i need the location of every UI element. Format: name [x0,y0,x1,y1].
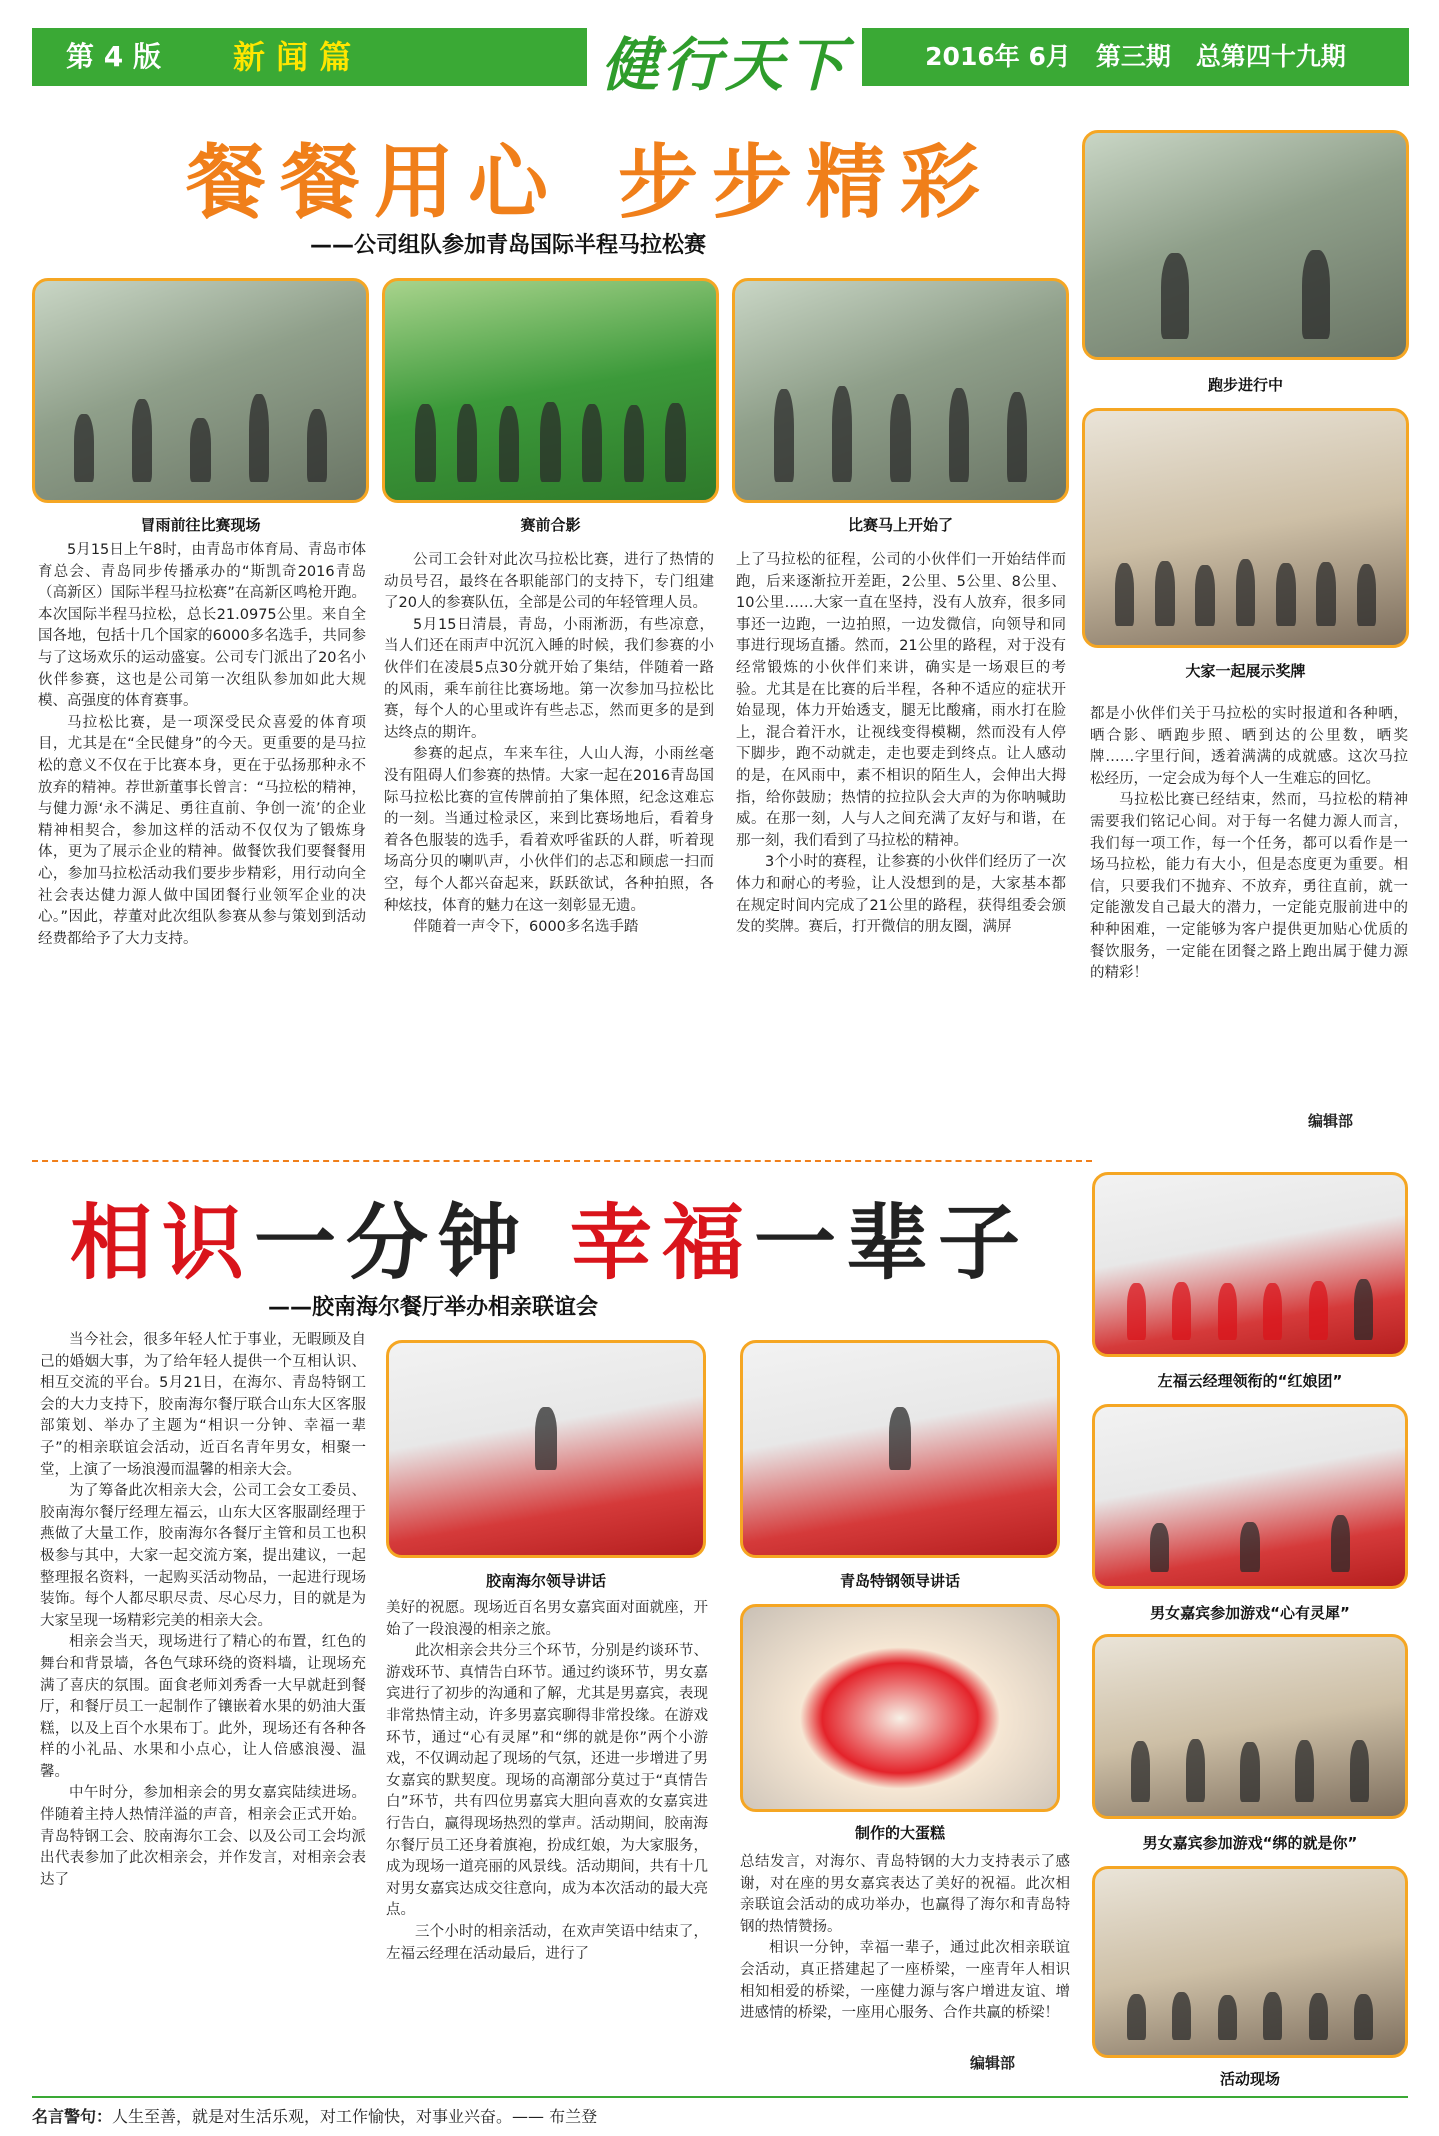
photo-group-before [382,278,719,503]
edition-label: 第 4 版 [66,40,161,73]
article1-column-2 [384,550,714,939]
paragraph: 此次相亲会共分三个环节，分别是约谈环节、游戏环节、真情告白环节。通过约谈环节，男女嘉宾进行了初步的沟通和了解，尤其是男嘉宾，表现非常热情主动，许多男嘉宾聊得非常投缘。在游戏环节，通过“心有灵犀”和“绑的就是你”两个小游戏，不仅调动起了现场的气氛，还进一步增进了男女嘉宾的默契度。现场的高潮部分莫过于“真情告白”环节，共有四位男嘉宾大胆向喜欢的女嘉宾进行告白，赢得现场热烈的掌声。活动期间，胶南海尔餐厅员工还身着旗袍，扮成红娘，为大家服务，成为现场一道亮丽的风景线。活动期间，共有十几对男女嘉宾达成交往意向，成为本次活动的最大亮点。 [386,1643,708,1919]
caption-matchmakers: 左福云经理领衔的“红娘团” [1157,1372,1343,1390]
article1-title [186,118,994,233]
photo-game-2 [1092,1634,1408,1819]
article2-column-3 [740,1852,1070,2025]
paragraph: 相亲会当天，现场进行了精心的布置，红色的舞台和背景墙，各色气球环绕的资料墙，让现场充满了喜庆的氛围。面食老师刘秀香一大早就赶到餐厅，和餐厅员工一起制作了镶嵌着水果的奶油大蛋糕，以及上百个水果布丁。此外，现场还有各种各样的小礼品、水果和小点心，让人倍感浪漫、温馨。 [40,1634,366,1780]
article2-subtitle: ——胶南海尔餐厅举办相亲联谊会 [268,1295,599,1320]
photo-matchmakers [1092,1172,1408,1357]
issue-label: 2016年 6月 第三期 总第四十九期 [925,42,1346,71]
photo-steel-leader [740,1340,1060,1558]
paragraph: 5月15日清晨，青岛，小雨淅沥，有些凉意，当人们还在雨声中沉沉入睡的时候，我们参赛的小伙伴们在凌晨5点30分就开始了集结，伴随着一路的风雨，乘车前往比赛场地。第一次参加马拉松比赛，每个人的心里或许有些忐忑，然而更多的是到达终点的期许。 [384,616,714,741]
article1-subtitle: ——公司组队参加青岛国际半程马拉松赛 [310,233,707,258]
section-label: 新 闻 篇 [232,38,352,76]
article1-column-3 [736,550,1066,939]
article2-title [70,1178,1030,1295]
caption-medals: 大家一起展示奖牌 [1185,662,1306,680]
caption-rain-walk: 冒雨前往比赛现场 [140,516,261,534]
paragraph: 3个小时的赛程，让参赛的小伙伴们经历了一次体力和耐心的考验，让人没想到的是，大家基本都在规定时间内完成了21公里的路程，获得组委会颁发的奖牌。赛后，打开微信的朋友圈，满屏 [736,854,1066,936]
article2-title-part-d: 一辈子 [754,1195,1031,1291]
paragraph: 中午时分，参加相亲会的男女嘉宾陆续进场。伴随着主持人热情洋溢的声音，相亲会正式开始。青岛特钢工会、胶南海尔工会、以及公司工会均派出代表参加了此次相亲会，并作发言，对相亲会表达了 [40,1785,366,1888]
footer-label: 名言警句： [32,2107,113,2126]
article2-title-part-a: 相识 [70,1195,255,1291]
photo-haier-leader [386,1340,706,1558]
article1-signature: 编辑部 [1308,1112,1354,1130]
caption-event-scene: 活动现场 [1219,2070,1280,2088]
paragraph: 相识一分钟，幸福一辈子，通过此次相亲联谊会活动，真正搭建起了一座桥梁，一座青年人相识相知相爱的桥梁，一座健力源与客户增进友谊、增进感情的桥梁，一座用心服务、合作共赢的桥梁！ [740,1940,1070,2022]
header-left-bar [32,28,587,86]
article2-title-part-b: 一分钟 [254,1195,531,1291]
header-right-bar [862,28,1409,86]
caption-steel-leader: 青岛特钢领导讲话 [839,1572,960,1590]
paragraph: 为了筹备此次相亲大会，公司工会女工委员、胶南海尔餐厅经理左福云，山东大区客服副经理于燕做了大量工作，胶南海尔各餐厅主管和员工也积极参与其中，大家一起交流方案，提出建议，一起整理报名资料，一起购买活动物品，一起进行现场装饰。每个人都尽职尽责、尽心尽力，目的就是为大家呈现一场精彩完美的相亲大会。 [40,1483,366,1629]
paragraph: 都是小伙伴们关于马拉松的实时报道和各种晒，晒合影、晒跑步照、晒到达的公里数，晒奖牌……字里行间，透着满满的成就感。这次马拉松经历，一定会成为每个人一生难忘的回忆。 [1090,706,1408,787]
article1-column-1 [38,540,366,950]
paragraph: 公司工会针对此次马拉松比赛，进行了热情的动员号召，最终在各职能部门的支持下，专门组建了20人的参赛队伍，全部是公司的年轻管理人员。 [384,552,714,612]
paragraph: 参赛的起点，车来车往，人山人海，小雨丝毫没有阻碍人们参赛的热情。大家一起在2016青岛国际马拉松比赛的宣传牌前拍了集体照，纪念这难忘的一刻。当通过检录区，来到比赛场地后，看着身着各色服装的选手，看着欢呼雀跃的人群，听着现场高分贝的喇叭声，小伙伴们的忐忑和顾虑一扫而空，每个人都兴奋起来，跃跃欲试，各种拍照，各种炫技，体育的魅力在这一刻彰显无遗。 [384,746,714,914]
paragraph: 5月15日上午8时，由青岛市体育局、青岛市体育总会、青岛同步传播承办的“斯凯奇2016青岛（高新区）国际半程马拉松赛”在高新区鸣枪开跑。本次国际半程马拉松，总长21.0975公里。来自全国各地，包括十几个国家的6000多名选手，共同参与了这场欢乐的运动盛宴。公司专门派出了20名小伙伴参赛，这也是公司第一次组队参加如此大规模、高强度的体育赛事。 [38,542,366,710]
article1-title-part-b: 步步精彩 [618,135,994,229]
caption-game-2: 男女嘉宾参加游戏“绑的就是你” [1142,1834,1358,1852]
paragraph: 三个小时的相亲活动，在欢声笑语中结束了，左福云经理在活动最后，进行了 [386,1923,708,1962]
photo-rain-walk [32,278,369,503]
paragraph: 上了马拉松的征程，公司的小伙伴们一开始结伴而跑，后来逐渐拉开差距，2公里、5公里、8公里、10公里……大家一直在坚持，没有人放弃，很多同事还一边跑，一边拍照，一边发微信，向领导和同事进行现场直播。然而，21公里的路程，对于没有经常锻炼的小伙伴们来讲，确实是一场艰巨的考验。尤其是在比赛的后半程，各种不适应的症状开始显现，体力开始透支，腿无比酸痛，雨水打在脸上，混合着汗水，让视线变得模糊，然而没有人停下脚步，跑不动就走，走也要走到终点。让人感动的是，在风雨中，素不相识的陌生人，会伸出大拇指，给你鼓励；热情的拉拉队会大声的为你呐喊助威。在那一刻，人与人之间充满了友好与和谐，在那一刻，我们看到了马拉松的精神。 [736,552,1066,849]
caption-running: 跑步进行中 [1207,376,1283,394]
photo-medals [1082,408,1409,648]
photo-big-cake [740,1604,1060,1812]
caption-haier-leader: 胶南海尔领导讲话 [485,1572,606,1590]
paragraph: 美好的祝愿。现场近百名男女嘉宾面对面就座，开始了一段浪漫的相亲之旅。 [386,1600,708,1638]
section-divider [32,1160,1092,1162]
paragraph: 马拉松比赛已经结束，然而，马拉松的精神需要我们铭记心间。对于每一名健力源人而言，我们每一项工作，每一个任务，都可以看作是一场马拉松，能力有大小，但是态度更为重要。相信，只要我们不抛弃、不放弃，勇往直前，就一定能激发自己最大的潜力，一定能克服前进中的种种困难，一定能够为客户提供更加贴心优质的餐饮服务，一定能在团餐之路上跑出属于健力源的精彩！ [1090,792,1408,982]
photo-event-scene [1092,1866,1408,2058]
caption-race-start: 比赛马上开始了 [847,516,953,534]
masthead: 健行天下 [600,31,849,99]
caption-group-before: 赛前合影 [520,516,581,534]
paragraph: 伴随着一声令下，6000多名选手踏 [413,919,639,936]
caption-game-1: 男女嘉宾参加游戏“心有灵犀” [1150,1604,1350,1622]
footer-quote-line [32,2096,1408,2127]
photo-running [1082,130,1409,360]
article2-column-2 [386,1598,708,1965]
paragraph: 马拉松比赛，是一项深受民众喜爱的体育项目，尤其是在“全民健身”的今天。更重要的是马拉松的意义不仅在于比赛本身，更在于弘扬那种永不放弃的精神。荐世新董事长曾言：“马拉松的精神，与健力源‘永不满足、勇往直前、争创一流’的企业精神相契合，参加这样的活动不仅仅为了锻炼身体，更为了展示企业的精神。做餐饮我们要餐餐用心，参加马拉松活动我们要步步精彩，用行动向全社会表达健力源人做中国团餐行业领军企业的决心。”因此，荐董对此次组队参赛从参与策划到活动经费都给予了大力支持。 [38,714,366,947]
footer-quote: 人生至善，就是对生活乐观，对工作愉快，对事业兴奋。—— 布兰登 [112,2107,598,2126]
article2-column-1 [40,1330,366,1891]
paragraph: 当今社会，很多年轻人忙于事业，无暇顾及自己的婚姻大事，为了给年轻人提供一个互相认识、相互交流的平台。5月21日，在海尔、青岛特钢工会的大力支持下，胶南海尔餐厅联合山东大区客服部策划、举办了主题为“相识一分钟、幸福一辈子”的相亲联谊会活动，近百名青年男女，相聚一堂，上演了一场浪漫而温馨的相亲大会。 [40,1332,366,1478]
article2-title-part-c: 幸福 [570,1195,755,1291]
photo-game-1 [1092,1404,1408,1589]
photo-race-start [732,278,1069,503]
article1-title-part-a: 餐餐用心 [186,135,562,229]
caption-big-cake: 制作的大蛋糕 [854,1824,945,1842]
article2-signature: 编辑部 [970,2054,1016,2072]
paragraph: 总结发言，对海尔、青岛特钢的大力支持表示了感谢，对在座的男女嘉宾表达了美好的祝福。此次相亲联谊会活动的成功举办，也赢得了海尔和青岛特钢的热情赞扬。 [740,1854,1070,1935]
article1-column-4 [1090,704,1408,985]
